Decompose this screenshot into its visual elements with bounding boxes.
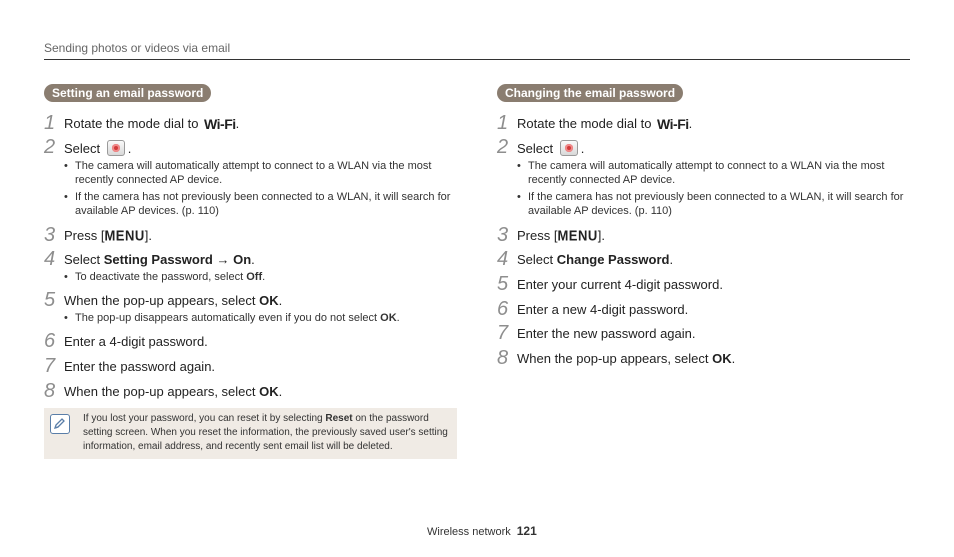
section-title-changing-password: Changing the email password bbox=[497, 84, 683, 102]
note-text: If you lost your password, you can reset it by selecting Reset on the password setting screen. When you reset the information, the previously saved user's setting information, email address, and recently sent email list will be deleted. bbox=[83, 413, 448, 452]
option-setting-password: Setting Password bbox=[103, 252, 213, 267]
step-number: 4 bbox=[44, 248, 56, 270]
step-number: 6 bbox=[44, 330, 56, 352]
left-step-2-bullet-1: • The camera will automatically attempt to connect to a WLAN via the most recently connected AP device. bbox=[64, 160, 432, 186]
step-number: 7 bbox=[44, 355, 56, 377]
note-pencil-icon bbox=[50, 414, 70, 434]
right-step-2-bullet-1: • The camera will automatically attempt to connect to a WLAN via the most recently connected AP device. bbox=[517, 160, 885, 186]
email-app-icon bbox=[560, 140, 578, 156]
option-change-password: Change Password bbox=[556, 252, 670, 267]
option-on: On bbox=[233, 252, 252, 267]
step-number: 7 bbox=[497, 322, 509, 344]
note-box bbox=[44, 408, 457, 459]
step-text: Rotate the mode dial to bbox=[64, 116, 199, 131]
right-step-2-bullet-2: • If the camera has not previously been connected to a WLAN, it will search for available AP devices. (p. 110) bbox=[517, 191, 904, 217]
section-title-setting-password: Setting an email password bbox=[44, 84, 211, 102]
step-number: 1 bbox=[44, 112, 56, 134]
step-number: 3 bbox=[497, 224, 509, 246]
menu-button-icon: MENU bbox=[557, 226, 598, 245]
step-text: Enter a 4-digit password. bbox=[64, 334, 208, 349]
left-step-2-bullet-2: • If the camera has not previously been connected to a WLAN, it will search for available AP devices. (p. 110) bbox=[64, 191, 451, 217]
option-ok: OK bbox=[259, 384, 279, 399]
email-app-icon bbox=[107, 140, 125, 156]
step-number: 8 bbox=[497, 347, 509, 369]
header-title: Sending photos or videos via email bbox=[44, 41, 231, 55]
page-number: 121 bbox=[516, 524, 537, 538]
step-text: Select bbox=[64, 141, 101, 156]
step-number: 8 bbox=[44, 380, 56, 402]
step-number: 3 bbox=[44, 224, 56, 246]
step-text: Enter a new 4-digit password. bbox=[517, 302, 689, 317]
step-number: 5 bbox=[44, 289, 56, 311]
step-number: 6 bbox=[497, 298, 509, 320]
step-number: 1 bbox=[497, 112, 509, 134]
page-footer bbox=[427, 524, 537, 538]
option-ok: OK bbox=[712, 351, 732, 366]
step-number: 5 bbox=[497, 273, 509, 295]
step-number: 2 bbox=[44, 136, 56, 158]
step-text: Enter your current 4-digit password. bbox=[517, 277, 723, 292]
footer-section: Wireless network bbox=[427, 526, 511, 538]
step-text: Enter the password again. bbox=[64, 359, 216, 374]
left-step-4-bullet-1: • To deactivate the password, select Off. bbox=[64, 271, 266, 283]
left-step-5-bullet-1: • The pop-up disappears automatically even if you do not select OK. bbox=[64, 312, 400, 324]
wifi-mode-icon: Wi-Fi bbox=[204, 116, 236, 132]
menu-button-icon: MENU bbox=[104, 226, 145, 245]
step-number: 2 bbox=[497, 136, 509, 158]
page-header bbox=[44, 41, 910, 60]
wifi-mode-icon: Wi-Fi bbox=[657, 116, 689, 132]
option-ok: OK bbox=[259, 293, 279, 308]
step-number: 4 bbox=[497, 248, 509, 270]
step-text: Enter the new password again. bbox=[517, 326, 696, 341]
